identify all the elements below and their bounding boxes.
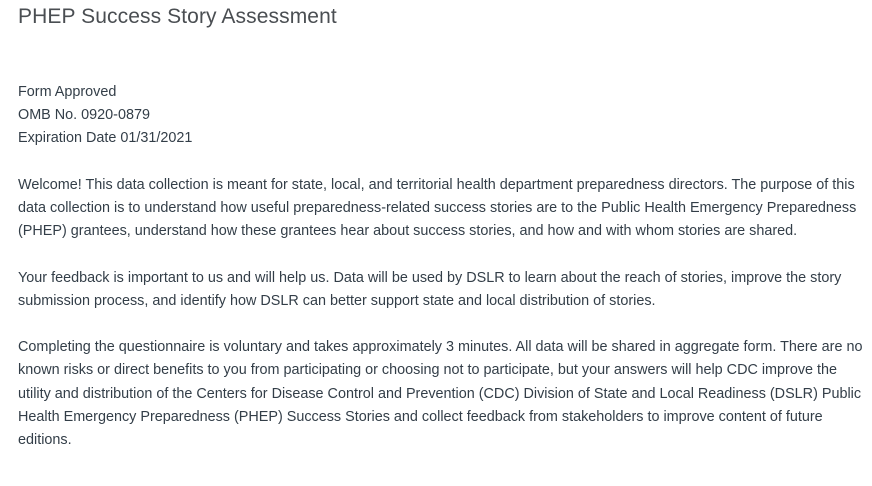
- form-approval-info: [18, 81, 863, 151]
- expiration-date: Expiration Date 01/31/2021: [18, 130, 193, 147]
- form-approved-label: Form Approved: [18, 84, 117, 100]
- page-title: PHEP Success Story Assessment: [18, 5, 337, 28]
- feedback-paragraph: Your feedback is important to us and will help us. Data will be used by DSLR to learn about the reach of stories, improve the story submission process, and identify how DSLR can better support state and local distribution of stories.: [18, 269, 842, 309]
- welcome-paragraph: Welcome! This data collection is meant for state, local, and territorial health department preparedness directors. The purpose of this data collection is to understand how useful preparedness-related success stories are to the Public Health Emergency Preparedness (PHEP) grantees, understand how these grantees hear about success stories, and how and with whom stories are shared.: [18, 176, 857, 240]
- omb-number: OMB No. 0920-0879: [18, 107, 150, 124]
- voluntary-paragraph: Completing the questionnaire is voluntary and takes approximately 3 minutes. All data will be shared in aggregate form. There are no known risks or direct benefits to you from participating or choosing not to participate, but your answers will help CDC improve the utility and distribution of the Centers for Disease Control and Prevention (CDC) Division of State and Local Readiness (DSLR) Public Health Emergency Preparedness (PHEP) Success Stories and collect feedback from stakeholders to improve content of future editions.: [18, 339, 863, 448]
- survey-intro: [18, 81, 863, 452]
